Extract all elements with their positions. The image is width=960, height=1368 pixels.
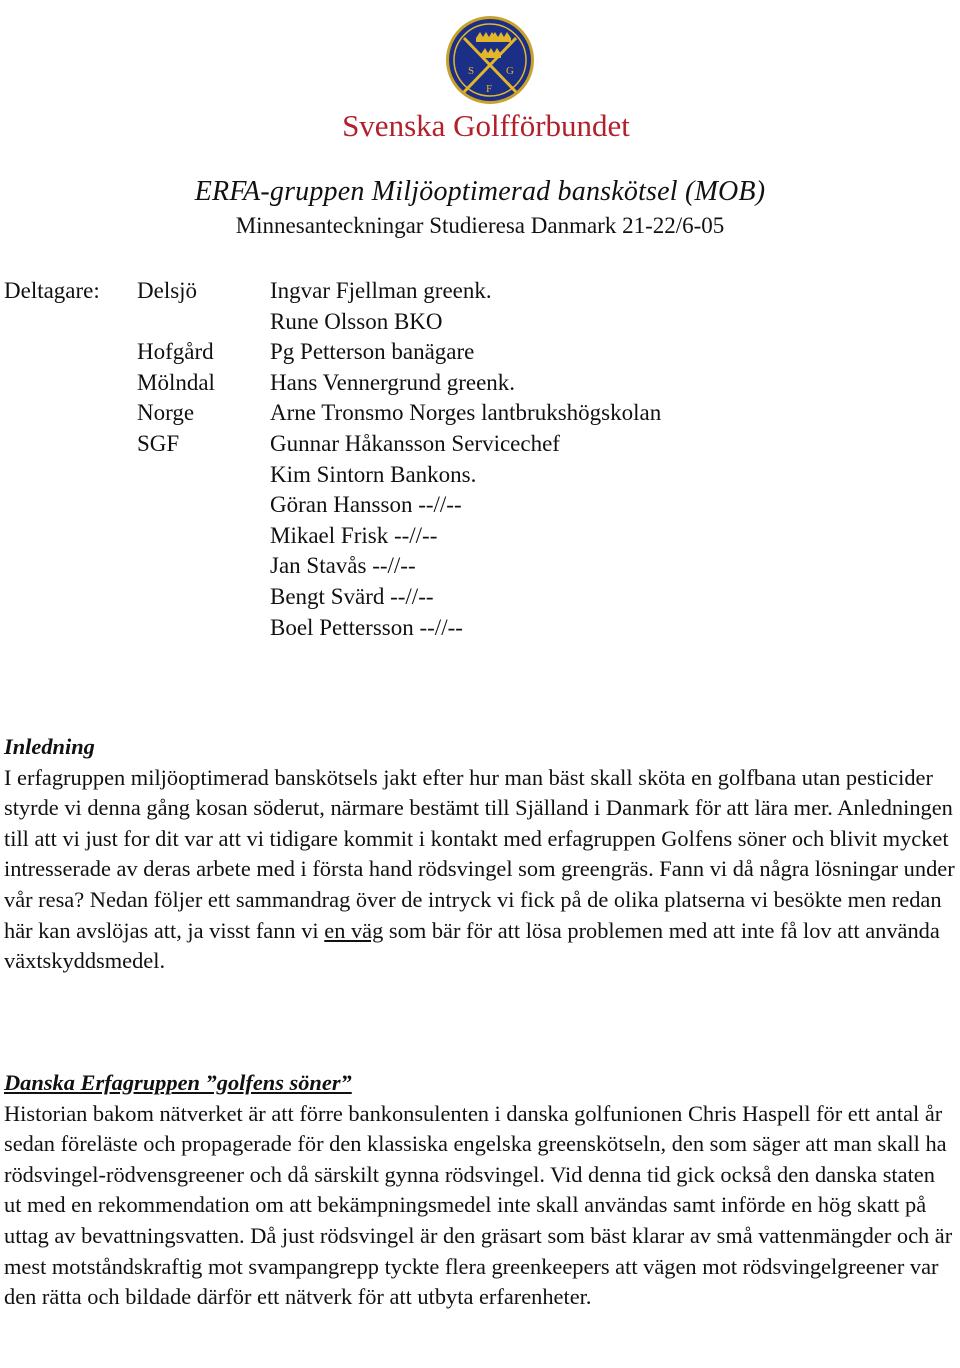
participant-name: Jan Stavås --//-- [270, 553, 416, 579]
sgf-emblem [446, 16, 534, 104]
participants-label: Deltagare: [4, 278, 100, 303]
participant-org: SGF [137, 430, 180, 456]
svenska-golfforbundet-logo [318, 8, 654, 146]
participant-org: Hofgård [137, 339, 214, 365]
underlined-phrase: en väg [324, 917, 384, 943]
paragraph-text: som bär för att lösa problemen med att inte få lov att använda växtskyddsmedel. [4, 917, 940, 974]
participant-name: Bengt Svärd --//-- [270, 583, 434, 609]
section-paragraph [4, 763, 956, 977]
participant-name: Kim Sintorn Bankons. [270, 461, 477, 487]
participant-name: Hans Vennergrund greenk. [270, 369, 516, 395]
section-heading: Inledning [4, 734, 95, 759]
participant-name: Pg Petterson banägare [270, 339, 475, 365]
participant-name: Gunnar Håkansson Servicechef [270, 430, 560, 456]
participant-name: Mikael Frisk --//-- [270, 522, 438, 548]
wordmark: Svenska Golfförbundet [342, 108, 630, 143]
emblem-letter-s: S [468, 65, 475, 77]
section-paragraph: Historian bakom nätverket är att förre bankonsulenten i danska golfunionen Chris Haspell för ett antal år sedan föreläste och propagerade för den klassiska engelska greenskötseln, den som säger att man skall ha rödsvingel-rödvensgreener och då särskilt gynna rödsvingel. Vid denna tid gick också den danska staten ut med en rekommendation om att bekämpningsmedel inte skall användas samt införde en hög skatt på uttag av bevattningsvatten. Då just rödsvingel är den gräsart som bäst klarar av små vattenmängder och är mest motståndskraftig mot svampangrepp tyckte flera greenkeepers att vägen mot rödsvingelgreener var den rätta och bildade därför ett nätverk för att utbyta erfarenheter. [4, 1100, 953, 1310]
section-danska-erfagruppen [4, 1068, 956, 1313]
paragraph-text: I erfagruppen miljöoptimerad banskötsels jakt efter hur man bäst skall sköta en golfbana utan pesticider styrde vi denna gång kosan söderut, närmare bestämt till Själland i Danmark för att lära mer. Anledningen till att vi just for dit var att vi tidigare kommit i kontakt med erfagruppen Golfens söner och blivit mycket intresserade av deras arbete med i första hand rödsvingel som greengräs. Fann vi då några lösningar under vår resa? Nedan följer ett sammandrag över de intryck vi fick på de olika platserna vi besökte men redan här kan avslöjas att, ja visst fann vi [4, 764, 955, 943]
participant-org: Norge [137, 400, 195, 426]
emblem-letter-g: G [506, 65, 514, 77]
participant-name: Rune Olsson BKO [270, 308, 443, 334]
participant-name: Ingvar Fjellman greenk. [270, 278, 492, 303]
emblem-letter-f: F [486, 83, 493, 95]
participant-name: Göran Hansson --//-- [270, 492, 462, 518]
participant-org: Mölndal [137, 369, 215, 395]
participant-name: Boel Pettersson --//-- [270, 614, 463, 640]
document-subtitle: Minnesanteckningar Studieresa Danmark 21-22/6-05 [235, 213, 725, 238]
section-heading: Danska Erfagruppen ”golfens söner” [4, 1070, 352, 1095]
participant-name: Arne Tronsmo Norges lantbrukshögskolan [270, 400, 662, 426]
participant-org: Delsjö [137, 278, 198, 303]
logo-graphic [318, 8, 654, 146]
document-title: ERFA-gruppen Miljöoptimerad banskötsel (MOB) [194, 176, 766, 207]
section-inledning [4, 732, 956, 977]
